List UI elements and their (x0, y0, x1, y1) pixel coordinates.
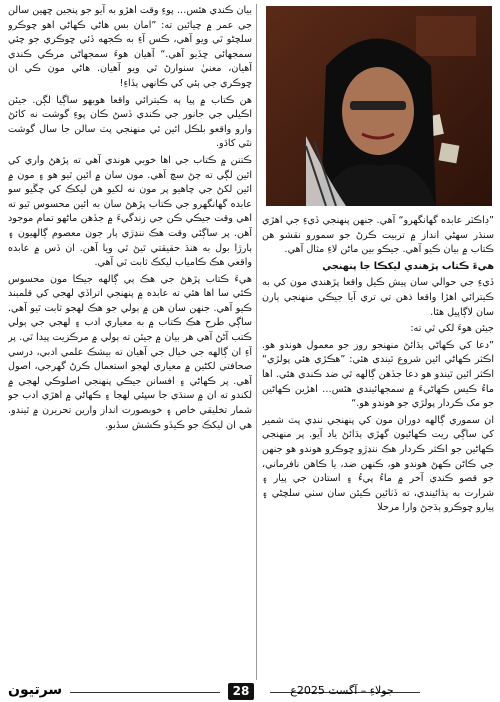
article-paragraph: ڏيءِ جي حوالي سان پيش ڪيل واقعا پڙهندي مون کي به ڪيترائي اهڙا واقعا ذهن تي تري آيا جيڪي منهنجي ٻارن سان لاڳاپيل هئا. (262, 277, 494, 318)
article-quote: ”دعا کي ڪهاڻي ٻڌائڻ منهنجو روز جو معمول هوندو هو. اڪثر ڪهاڻي ائين شروع ٿيندي هئي: ”هڪڙي هئي پولڙي“ اڪثر ائين ٿيندو هو دعا جڏهن ڳالهه ٿي ضد ڪندي هئي. اها ماءُ ڪيس ڪهاڻيءَ ۾ سمجهائيندي هئس… اهڙين ڪهاڻين جو مک ڪردار پولڙي جو هوندو هو.“ (262, 339, 494, 410)
article-paragraph: ”ڊاڪٽر عابده گهانگهرو“ آهي. جنهن پنهنجي ڏيءِ جي اهڙي سنڌر سهڻي انداز ۾ تربيت ڪرڻ جو سمورو نقشو هن ڪتاب ۾ بيان ڪيو آهي. جيڪو بين ماڻن لاءِ مثال آهي. (262, 215, 494, 256)
article-left-column (8, 4, 252, 680)
article-subheading: هيءَ ڪتاب پڙهندي ليکڪا جا پنهنجي (322, 260, 494, 272)
article-paragraph: جيئن هوءَ لکي ٿي ته: (410, 323, 494, 335)
footer-rule (70, 692, 220, 693)
issue-date: جولاءِ – آگسٽ 2025ع (290, 684, 394, 697)
page-number: 28 (228, 683, 254, 700)
magazine-name: سرتيون (8, 682, 63, 698)
page-footer (0, 682, 500, 702)
article-paragraph: ان سموري ڳالهه دوران مون کي پنهنجي ننڍي پٽ شمير کي ساڳي ريت ڪهاڻيون گهڙي ٻڌائڻ ياد آيو. پر منهنجي ڪهاڻين جو اڪثر ڪردار هڪ ننڍڙو ڇوڪرو هوندو هو جنهن جي ڪاڻن ڪهڻ هوندو هو، ڪنهن ضد، يا ڪاهن نافرماني، جو قصو ڪندي آخر ۾ ماءُ پيءُ ۽ استادن جي پيار ۽ شرارت به ٻڌائيندي، ته ڏٺائين ڪيئن سان سٺي سلچڻي ۽ پيارو ڇوڪرو ٻڌجڻ وارا مرحلا (262, 414, 494, 514)
article-paragraph: هن ڪتاب ۾ پيا ٻه ڪيترائي واقعا هوبهو ساڳيا لڳن. جيئن اڪيلي جي جانور جي ڪندي ڏسڻ ڪان پوءِ گوشت نه کائڻ وارو واقعو بلڪل ائين ئي منهنجي پٽ سالن جا سال گوشت نٿي کاڌو. (8, 94, 252, 150)
article-paragraph: بيان ڪندي هئس… پوءِ وقت اهڙو به آيو جو پنجين ڇهين سالن جي عمر ۾ چيائين ته: ”امان بس هاڻي ڪهاڻي اهو چوڪرو سلچڻو ٿي ويو آهي، ڪس آءِ به ڪجهه ڏئي ڇوڪري جو چئي سمجهائي ڇڏيو آهي.“ آهيان هوءَ سمجهاڻي مرڪي ڪندي آهيان، معنيٰ سنوارڻ ٿي ويو آهيان. هاڻي مون ڪي ان ڇوڪري جي ٻئي کي ڪانهي ٻڏاءِ! (8, 5, 252, 89)
article-paragraph: ڪتنن ۾ ڪتاب جي اها خوبي هوندي آهي ته پڙهڻ واري کي ائين لڳي ته ڄڻ سچ آهي. مون سان ۾ ائين ٿيو هو ۽ مون ۾ ائين لکڻ جي چاهيو پر مون نه لکيو هن ليکڪ کي چڱيو سو عابده گهانگهرو جي ڪتاب پڙهڻ سان به ائين محسوس ٿيو ته اهي وقت جيڪي ڪن جي زندگيءَ ۾ جڏهن ماڻهو تمام موجود آهن. پر ساڳئي وقت هڪ ننڍڙي ٻار جون معصوم ڳالهيون ۽ ٻارڙا بول به هنڌ حقيقتي ٿيڻ ٿي ويا آهن. ان ڏس ۾ عابده واقعي هڪ ڪامياب ليکڪ ثابت ٿي آهي. (8, 154, 252, 269)
article-paragraph: هيءَ ڪتاب پڙهڻ جي هڪ ٻي ڳالهه جيڪا مون محسوس ڪئي سا اها هئي ته عابده ۾ پنهنجي اتراڏي لهجي کي قلمبند ڪيو آهي. جنهن سان هن ۾ ٻولي جو هڪ لهجو ثابت ٿيو آهي. ساڳي طرح هڪ ڪتاب ۾ به معياري ادب ۽ لهجي جي ٻولي ڪتب آڻڻ آهي هر بيان ۾ جيئن ته ٻولي ۾ مرڪزيت پيدا ٿي. پر آءِ ان ڳالهه جي خيال جي آهيان ته بيشڪ علمي ادبي، درسي صحافتي لکڻين ۾ معياري لهجو استعمال ڪرڻ گهرجي، اصول آهي. پر ڪهاڻي ۽ افسانن جيڪي پنهنجي اصلوڪي لهجي ۾ لکندو ته ان ۾ سنڌي جا سڀئي لهجا ۽ ڪهاڻي ۾ اهڙي ادب جو شمار تخليقي خاص ۽ خوبصورت انداز وارين تحريرن ۾ ٿيندو. هي ان ليکڪ جو ڪيڏو ڪشش سڏبو. (8, 273, 252, 431)
author-portrait-image (266, 6, 492, 206)
column-divider (256, 4, 257, 680)
article-right-column (262, 214, 494, 680)
